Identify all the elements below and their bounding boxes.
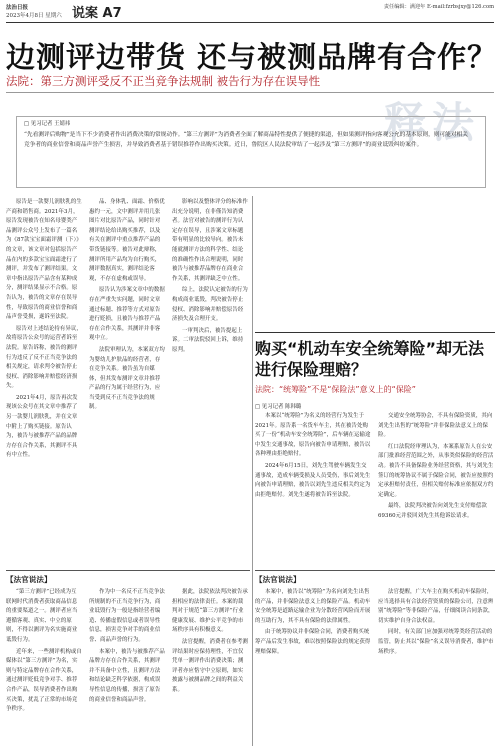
paragraph: 2021年4月，原告再次发现该公众号在其文章中推荐了另一款婴儿润肤乳，并在文章中附上了购买链接。原告认为，被告与被推荐产品的品牌方存在合作关系，其测评不具有中立性。 [6, 394, 78, 459]
paragraph: 一审判决后，被告提起上诉。二审法院驳回上诉，维持原判。 [172, 327, 244, 353]
paragraph: 综上，法院认定被告的行为构成商业诋毁，判决被告停止侵权、消除影响并赔偿原告经济损失及合理开支。 [172, 287, 248, 323]
paragraph: 据此，法院依法判决被告承担相应的法律责任。本案的裁判对于规范“第三方测评”行业健康发展、维护公平竞争的市场秩序具有积极意义。 [172, 589, 248, 634]
paragraph: “第三方测评”已经成为互联网时代消费者获取商品信息的重要渠道之一。测评者应当遵循客观、真实、中立的原则，不得以测评为名实施商业诋毁行为。 [6, 589, 78, 643]
issue-date: 2023年4月8日 星期六 [6, 13, 62, 19]
sidebar-subheadline: 法院：“统筹险”不是“保险法”意义上的“保险” [255, 385, 416, 394]
sidebar-byline [255, 402, 301, 410]
paragraph: 法院审理认为，本案双方均为婴幼儿护肤品的经营者，存在竞争关系。被告虽为自媒体，但其发布测评文章并推荐产品的行为属于经营行为，应当受到反不正当竞争法的规制。 [89, 346, 165, 411]
section-label: 说案 A7 [72, 6, 122, 21]
sidebar-top-rule [255, 332, 495, 333]
paper-masthead [6, 3, 62, 19]
main-byline [24, 119, 70, 127]
paragraph: 原告对上述结论持有异议，故将原告公众号的运营者诉至法院。原告诉称，被告的测评行为违反了反不正当竞争法的相关规定，请求判令被告停止侵权、消除影响并赔偿经济损失。 [6, 325, 82, 390]
paragraph: 本案中，被告以“统筹险”为名向刘先生出售的产品，并非保险法意义上的保险产品。机动车安全统筹是道路运输企业为分散经营风险而开展的互助行为，其不具有保险的法律属性。 [255, 589, 371, 624]
review-right-rule [255, 570, 495, 571]
review-right-column-2 [378, 588, 495, 748]
review-left-column-2 [89, 588, 165, 748]
paragraph: 本案以“统筹险”为名义的经营行为发生于2021年。原告系一名货车车主，其在被告处购买了一份“机动车安全统筹险”，后车辆在运输途中发生交通事故，原告向被告申请理赔，被告以各种理由拒绝赔付。 [255, 413, 371, 458]
review-left-heading: 【法官说法】 [6, 575, 52, 584]
paragraph: 近年来，一些测评机构或自媒体以“第三方测评”为名，实则与特定品牌存在合作关系，通过测评贬低竞争对手、推荐合作产品，误导消费者作出购买决策，扰乱了正常的市场竞争秩序。 [6, 648, 82, 713]
sidebar-column-2 [378, 412, 495, 524]
main-column-2 [89, 198, 165, 415]
byline-text: □ 见习记者 陈韩璐 [255, 404, 302, 410]
review-left-column-1 [6, 588, 82, 748]
watermark-calligraphy: 释法 [383, 98, 480, 147]
paragraph: 品、身体乳、面霜、价格优惠约一元，文中测评并用几张图片对比原告产品，同时针对测评结论给出购买推荐，以及有关在测评中重点推荐产品的带货链接等。被告对此辩称，测评所用产品均为自行购买，测评数据真实，测评结论客观，不存在虚构或误导。 [89, 199, 165, 282]
review-left-rule [6, 570, 250, 571]
lead-paragraph: “先看测评后购物”是当下不少消费者作出消费决策的常规动作。“第三方测评”为消费者全面了解商品特性提供了便捷的渠道，但如果测评指向客观公允的基本原则，则可能对相关竞争者的商业信誉和商品声誉产生损害，并导致消费者基于错误推荐作出购买决策。近日，鲁院区人民法院审结了一起涉及“第三方测评”的商业诋毁纠纷案件。 [24, 132, 468, 148]
main-headline: 边测评边带货 还与被测品牌有合作？ [6, 40, 498, 74]
column-divider [252, 196, 253, 746]
paragraph: 影响以及整体评分的标准作出充分说明，在非僅告知消费者。法官对被告的测评行为认定存在误导，且涉案文章标题带有明显的比较导向。被告未能就测评方法的科学性、结论的准确性作出合理说明，同时被告与被推荐品牌存在商业合作关系，其测评缺乏中立性。 [172, 199, 248, 282]
paragraph: 最终，法院判决被告向刘先生支付赔偿款69360元并驳回刘先生其他诉讼请求。 [378, 503, 487, 519]
paragraph: 红口法院经审理认为，本案系原告人在公安部门批准经营范围之外，从事类似保险的经营活动。被告不具备保险业务经营资格，其与刘先生签订的统筹协议不属于保险合同，被告应按照约定承担赔付责任，但相关赔付标准应依据双方约定确定。 [378, 443, 494, 498]
paper-name: 法治日报 [6, 5, 29, 11]
editor-info: 责任编辑：满迎年 E-mail:fzrbsjxy@126.com [383, 4, 494, 10]
paragraph: 2024年6月15日，刘先生驾驶车辆发生交通事故，造成车辆受损及人员受伤，事后刘先生向被告申请理赔，被告以刘先生违反相关约定为由拒绝赔付。刘先生遂将被告诉至法院。 [255, 462, 371, 498]
paragraph: 原告认为涉案文章中的数据存在严重失实问题，同时文章通过标题、推荐等方式对原告进行贬损，且被告与推荐产品存在合作关系，其测评并非客观中立。 [89, 287, 165, 342]
sidebar-headline: 购买“机动车安全统筹险”却无法进行保险理赔？ [255, 339, 485, 379]
paragraph: 作为中一名反不正当竞争法所规制的不正当竞争行为，商业诋毁行为一般是指经营者编造、传播虚假信息或者误导性信息，损害竞争对手的商业信誉、商品声誉的行为。 [89, 589, 165, 643]
paragraph: 交通安全统筹协会，不具有保险资质，其向刘先生出售的“统筹险”并非保险法意义上的保险。 [378, 413, 493, 439]
main-column-1 [6, 198, 82, 463]
paragraph: 本案中，被告与被推荐产品品牌方存在合作关系，其测评并不具备中立性，且测评方法和结论缺乏科学依据，构成误导性信息的传播，损害了原告的商业信誉和商品声誉。 [89, 648, 165, 703]
review-right-heading: 【法官说法】 [255, 575, 301, 584]
paragraph: 法官提醒，广大车主在购买机动车保险时，应当选择具有合法经营资质的保险公司，注意辨别“统筹险”等非保险产品，仔细阅读合同条款，切实维护自身合法权益。 [378, 589, 494, 624]
paragraph: 同时，有关部门应加强对统筹类经营活动的监管，防止其以“保险”名义误导消费者，维护市场秩序。 [378, 629, 494, 655]
paragraph: 由于统筹协议并非保险合同，消费者购买统筹产品后发生事故，难以按照保险法的规定获得理赔保障。 [255, 629, 371, 655]
sidebar-column-1 [255, 412, 371, 502]
review-left-column-3 [172, 588, 248, 748]
header-rule [6, 22, 494, 23]
main-subheadline: 法院：第三方测评受反不正当竞争法规制 被告行为存在误导性 [6, 74, 321, 88]
byline-text: □ 见习记者 王婧祎 [24, 121, 71, 127]
main-column-3 [172, 198, 248, 358]
review-right-column-1 [255, 588, 371, 748]
paragraph: 原告是一款婴儿润肤乳的生产商和销售商。2021年3月，原告发现被告在知名母婴类产品测评公众号上发布了一篇名为《87款宝宝面霜评测（下）》的文章，该文章对包括原告产品在内的多款宝宝面霜进行了测评，并发布了测评结果。文章中指出原告产品含有某种成分，测评结果显示不合格。原告认为，被告的文章存在误导性，导致原告的商业信誉和商品声誉受损，遂诉至法院。 [6, 199, 82, 321]
lead-box [16, 116, 486, 188]
paragraph: 法官提醒，消费者在参考测评结果时应保持理性，不宜仅凭单一测评作出消费决策；测评者亦应恪守中立原则，如实披露与被测品牌之间的利益关系。 [172, 638, 248, 693]
